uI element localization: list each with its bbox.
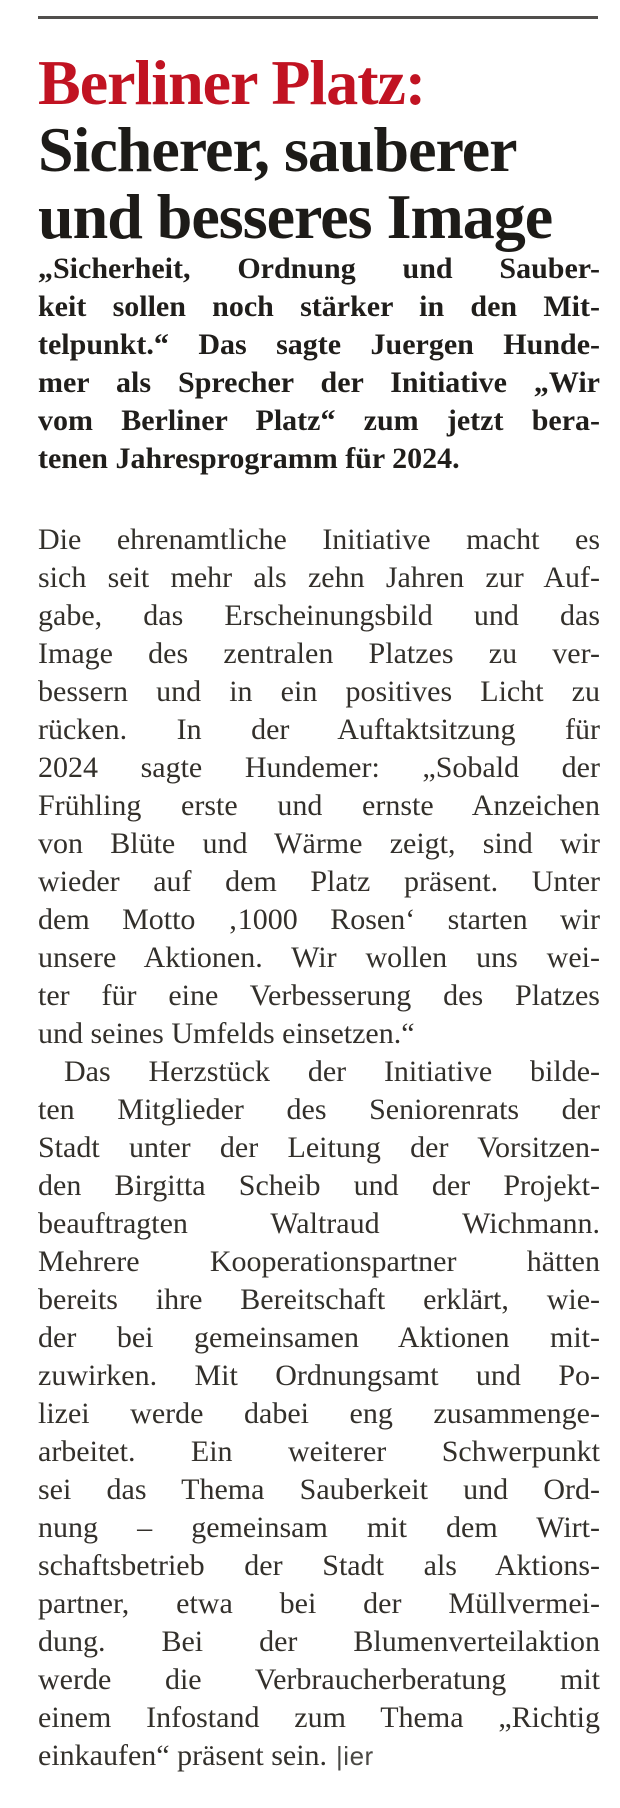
headline-kicker: Berliner Platz: xyxy=(38,47,426,118)
text-line: der bei gemeinsamen Aktionen mit- xyxy=(38,1321,600,1354)
text-line: telpunkt.“ Das sagte Juergen Hunde- xyxy=(38,328,600,361)
text-line: Image des zentralen Platzes zu ver- xyxy=(38,637,600,670)
text-line: keit sollen noch stärker in den Mit- xyxy=(38,290,600,323)
text-line: nung – gemeinsam mit dem Wirt- xyxy=(38,1511,600,1544)
author-credit: |ier xyxy=(336,1741,374,1771)
headline-line-1: Sicherer, sauberer xyxy=(38,114,517,185)
text-line: Mehrere Kooperationspartner hätten xyxy=(38,1245,600,1278)
text-line: Das Herzstück der Initiative bilde- xyxy=(64,1055,600,1088)
text-line: rücken. In der Auftaktsitzung für xyxy=(38,713,600,746)
text-line: zuwirken. Mit Ordnungsamt und Po- xyxy=(38,1359,600,1392)
body-paragraph-2 xyxy=(38,1053,600,1737)
article-headline xyxy=(38,49,600,250)
text-line: und seines Umfelds einsetzen.“ xyxy=(38,1017,415,1050)
text-line: unsere Aktionen. Wir wollen uns wei- xyxy=(38,941,600,974)
text-line: dung. Bei der Blumenverteilaktion xyxy=(38,1625,600,1658)
top-rule-divider xyxy=(38,16,598,19)
lead-paragraph xyxy=(38,250,600,478)
text-line: partner, etwa bei der Müllvermei- xyxy=(38,1587,600,1620)
text-line: lizei werde dabei eng zusammenge- xyxy=(38,1397,600,1430)
text-line: Die ehrenamtliche Initiative macht es xyxy=(38,523,600,556)
text-line: ter für eine Verbesserung des Platzes xyxy=(38,979,600,1012)
text-line: 2024 sagte Hundemer: „Sobald der xyxy=(38,751,600,784)
text-line: schaftsbetrieb der Stadt als Aktions- xyxy=(38,1549,600,1582)
body-paragraph-1 xyxy=(38,521,600,1053)
text-line: sei das Thema Sauberkeit und Ord- xyxy=(38,1473,600,1506)
text-line: vom Berliner Platz“ zum jetzt bera- xyxy=(38,404,600,437)
text-line: beauftragten Waltraud Wichmann. xyxy=(38,1207,600,1240)
text-line: Stadt unter der Leitung der Vorsitzen- xyxy=(38,1131,600,1164)
text-line: von Blüte und Wärme zeigt, sind wir xyxy=(38,827,600,860)
text-line: arbeitet. Ein weiterer Schwerpunkt xyxy=(38,1435,600,1468)
article-body xyxy=(38,521,600,1775)
text-line: tenen Jahresprogramm für 2024. xyxy=(38,442,460,475)
headline-line-2: und besseres Image xyxy=(38,181,553,252)
closing-text: einkaufen“ präsent sein. xyxy=(38,1739,328,1772)
text-line: werde die Verbraucherberatung mit xyxy=(38,1663,600,1696)
text-line: bessern und in ein positives Licht zu xyxy=(38,675,600,708)
text-line: wieder auf dem Platz präsent. Unter xyxy=(38,865,600,898)
text-line: den Birgitta Scheib und der Projekt- xyxy=(38,1169,600,1202)
text-line: mer als Sprecher der Initiative „Wir xyxy=(38,366,600,399)
text-line: bereits ihre Bereitschaft erklärt, wie- xyxy=(38,1283,600,1316)
closing-line xyxy=(38,1737,600,1775)
text-line: sich seit mehr als zehn Jahren zur Auf- xyxy=(38,561,600,594)
text-line: ten Mitglieder des Seniorenrats der xyxy=(38,1093,600,1126)
text-line: gabe, das Erscheinungsbild und das xyxy=(38,599,600,632)
text-line: Frühling erste und ernste Anzeichen xyxy=(38,789,600,822)
text-line: „Sicherheit, Ordnung und Sauber- xyxy=(38,252,600,285)
text-line: dem Motto ‚1000 Rosen‘ starten wir xyxy=(38,903,600,936)
text-line: einem Infostand zum Thema „Richtig xyxy=(38,1701,600,1734)
